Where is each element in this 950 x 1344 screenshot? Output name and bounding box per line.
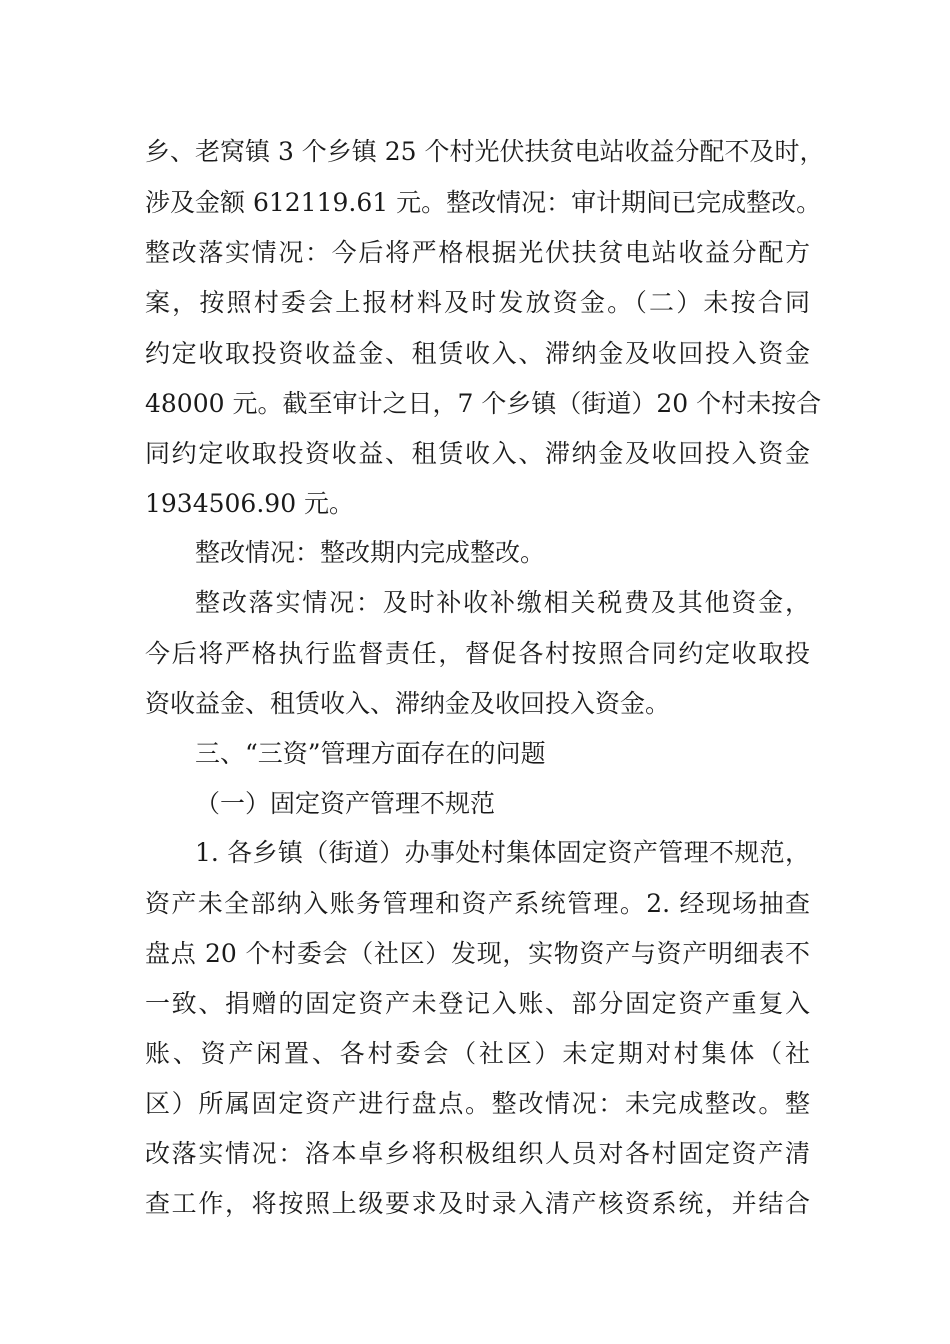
text-line: 一致、捐赠的固定资产未登记入账、部分固定资产重复入	[145, 989, 810, 1018]
text-line: 约定收取投资收益金、租赁收入、滞纳金及收回投入资金	[145, 339, 810, 368]
section-heading: 三、“三资”管理方面存在的问题	[195, 739, 546, 768]
text-line: 资收益金、租赁收入、滞纳金及收回投入资金。	[145, 689, 671, 718]
subsection-heading: （一）固定资产管理不规范	[195, 789, 496, 818]
text-line: 案，按照村委会上报材料及时发放资金。（二）未按合同	[145, 288, 810, 317]
text-line: 今后将严格执行监督责任，督促各村按照合同约定收取投	[145, 639, 810, 668]
text-line: 改落实情况：洛本卓乡将积极组织人员对各村固定资产清	[145, 1139, 810, 1168]
text-line: 查工作，将按照上级要求及时录入清产核资系统，并结合	[145, 1189, 810, 1218]
text-line: 账、资产闲置、各村委会（社区）未定期对村集体（社	[145, 1039, 810, 1068]
text-line: 整改落实情况：今后将严格根据光伏扶贫电站收益分配方	[145, 238, 810, 267]
text-line: 整改情况：整改期内完成整改。	[195, 538, 546, 567]
text-line: 1934506.90 元。	[145, 489, 355, 518]
text-line: 盘点 20 个村委会（社区）发现，实物资产与资产明细表不	[145, 939, 810, 968]
text-line: 区）所属固定资产进行盘点。整改情况：未完成整改。整	[145, 1089, 810, 1118]
text-line: 48000 元。截至审计之日，7 个乡镇（街道）20 个村未按合	[145, 389, 822, 418]
text-line: 同约定收取投资收益、租赁收入、滞纳金及收回投入资金	[145, 439, 810, 468]
text-line: 1. 各乡镇（街道）办事处村集体固定资产管理不规范，	[195, 838, 810, 867]
text-line: 整改落实情况：及时补收补缴相关税费及其他资金，	[195, 588, 810, 617]
text-line: 乡、老窝镇 3 个乡镇 25 个村光伏扶贫电站收益分配不及时，	[145, 137, 825, 166]
text-line: 涉及金额 612119.61 元。整改情况：审计期间已完成整改。	[145, 188, 822, 217]
text-line: 资产未全部纳入账务管理和资产系统管理。2. 经现场抽查	[145, 889, 810, 918]
